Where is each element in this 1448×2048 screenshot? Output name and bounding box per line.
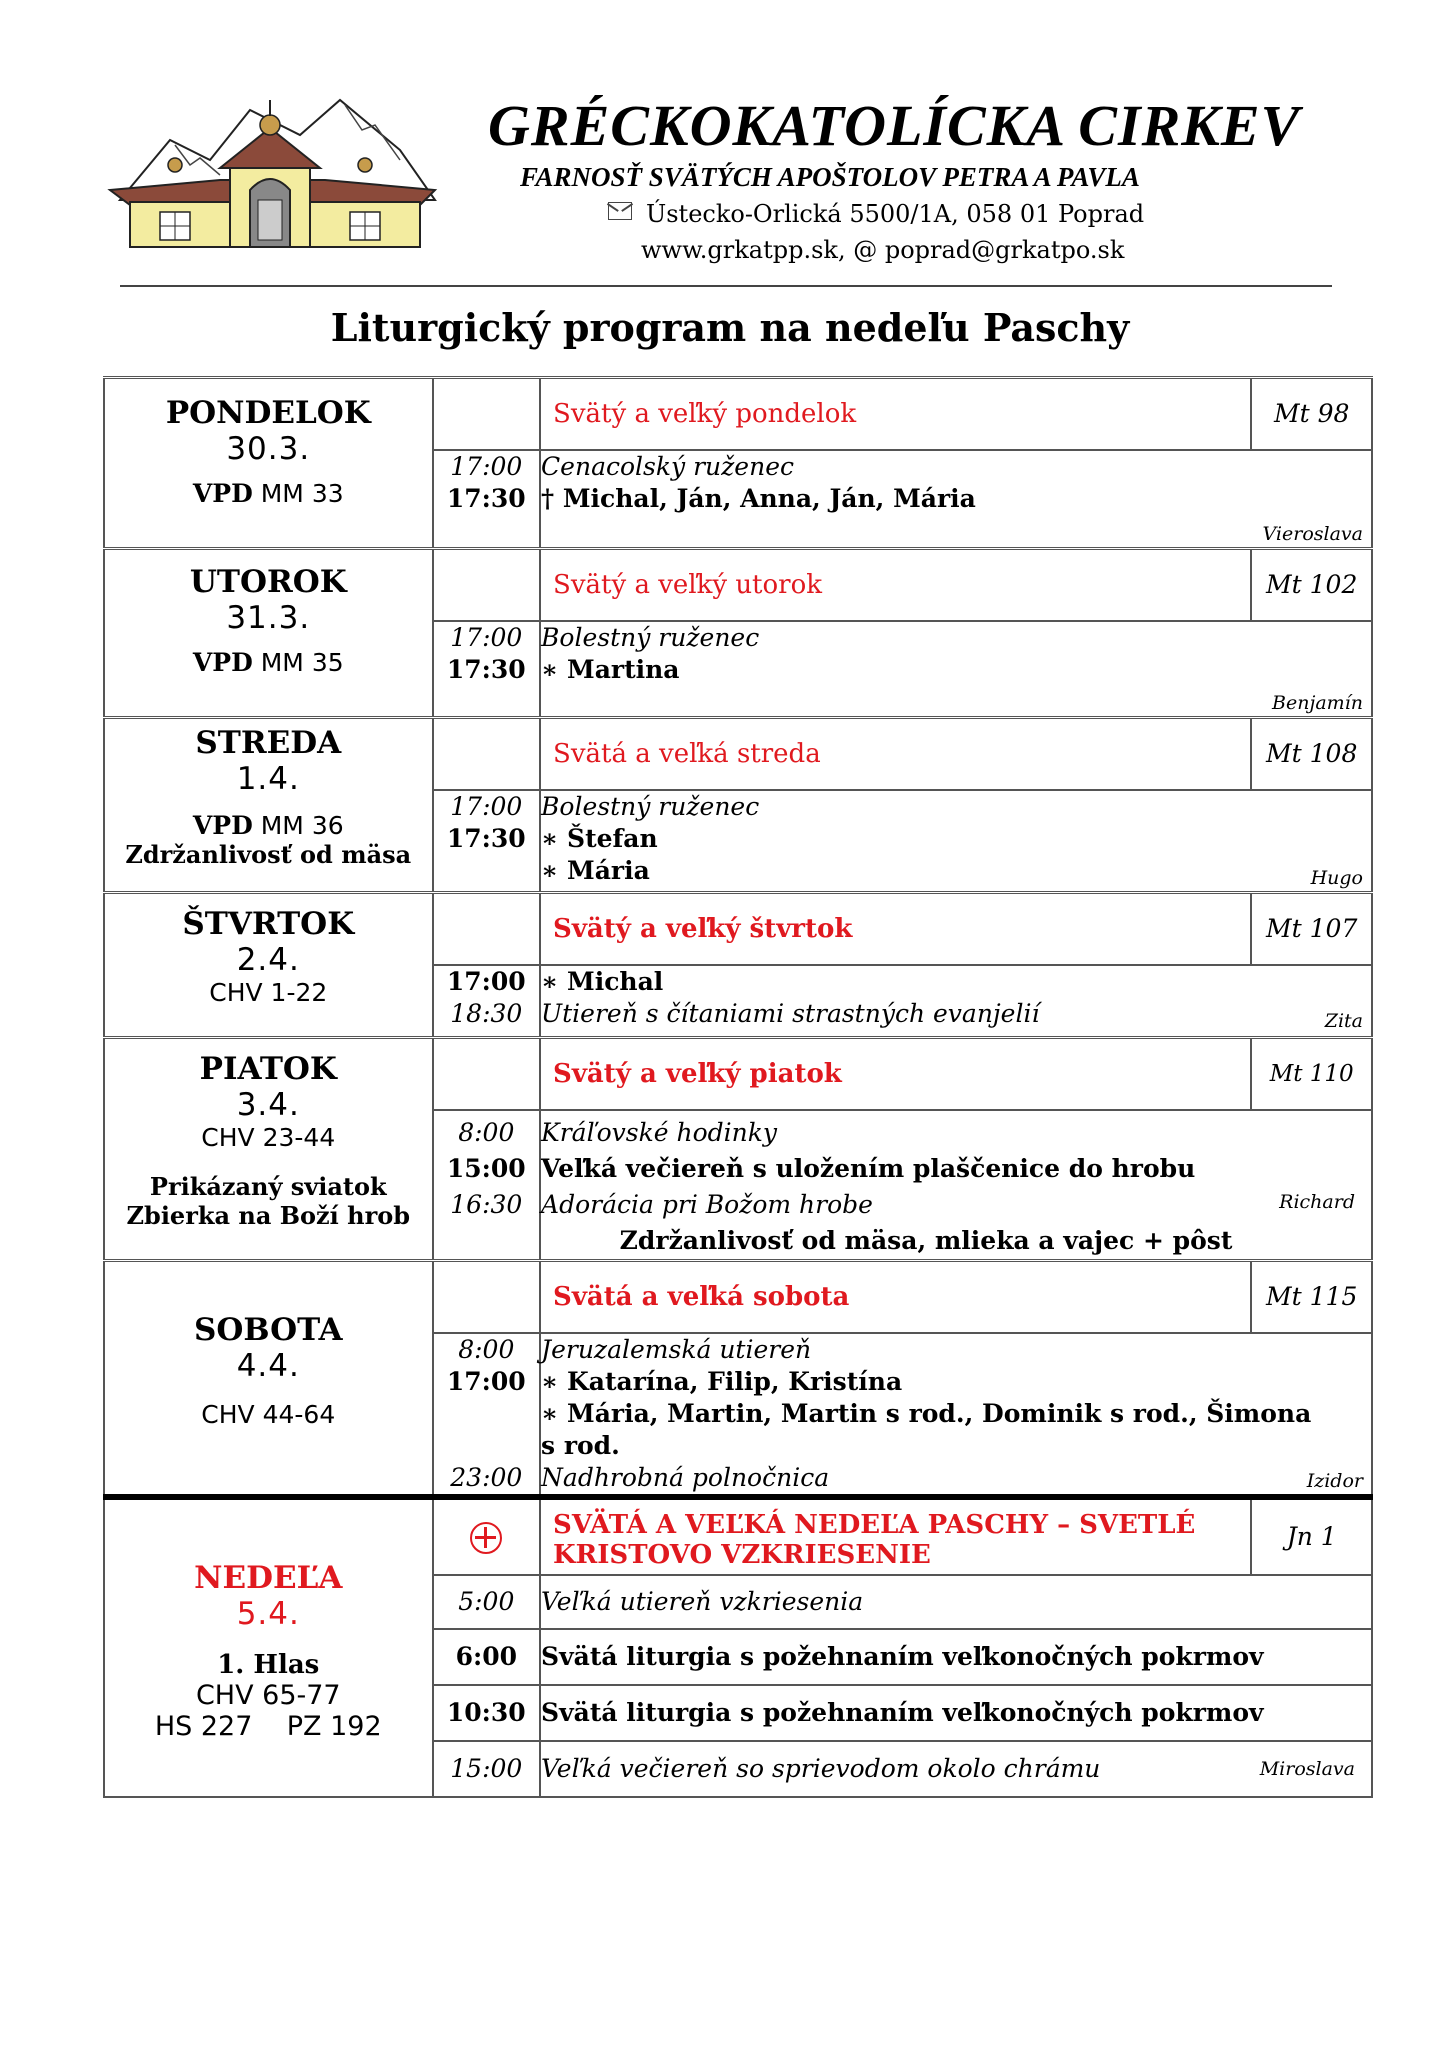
day-reading [105, 479, 432, 508]
day-row-friday [104, 1038, 1372, 1111]
reading-ref: CHV 44-64 [201, 1400, 336, 1429]
feast-title: Svätá a veľká streda [553, 739, 821, 769]
gospel-ref: Mt 108 [1266, 739, 1358, 768]
feast-cell [540, 1497, 1251, 1575]
church-name: GRÉCKOKATOLÍCKA CIRKEV [488, 93, 1301, 158]
address [608, 200, 1144, 228]
day-row-tuesday [104, 549, 1372, 622]
time-list [433, 965, 541, 1038]
day-row-wednesday [104, 718, 1372, 791]
feast-title: Svätý a veľký štvrtok [553, 914, 853, 944]
time: 23:00 [450, 1463, 523, 1492]
service: ∗ Štefan [541, 824, 658, 853]
day-row-thursday [104, 893, 1372, 966]
day-row-easter-sunday [104, 1497, 1372, 1575]
service: Cenacolský ruženec [541, 452, 794, 481]
day-date: 2.4. [236, 942, 300, 978]
time: 17:00 [450, 792, 523, 821]
service: ∗ Mária [541, 856, 650, 885]
time: 17:30 [446, 824, 526, 853]
letterhead [0, 0, 1448, 350]
service: Svätá liturgia s požehnaním veľkonočných pokrmov [541, 1698, 1264, 1727]
service: Veľká večiereň s uložením plaščenice do hrobu [541, 1154, 1196, 1183]
day-cell [104, 1261, 433, 1498]
feast-title [541, 1500, 1250, 1574]
time: 17:00 [450, 623, 523, 652]
time: 17:30 [446, 484, 526, 513]
envelope-icon [608, 202, 632, 220]
time: 17:00 [446, 967, 526, 996]
gospel-ref: Mt 115 [1266, 1282, 1358, 1311]
pz-ref: PZ 192 [286, 1711, 382, 1742]
spacer [434, 1398, 540, 1462]
time: 18:30 [450, 999, 523, 1028]
day-cell [104, 893, 433, 1038]
service: Veľká utiereň vzkriesenia [541, 1587, 864, 1616]
service-list [540, 1110, 1372, 1261]
service: † Michal, Ján, Anna, Ján, Mária [541, 484, 976, 513]
day-name: PIATOK [199, 1051, 337, 1087]
time-empty [433, 378, 541, 451]
service-list [540, 965, 1372, 1038]
vpd-label: VPD [192, 648, 253, 677]
vpd-label: VPD [192, 811, 253, 840]
feast-title: Svätý a veľký utorok [553, 570, 822, 600]
service-list [540, 790, 1372, 893]
header-divider [120, 285, 1332, 287]
time: 17:00 [446, 1367, 526, 1396]
service: Bolestný ruženec [541, 792, 760, 821]
cross-cell [433, 1497, 541, 1575]
service: Bolestný ruženec [541, 623, 760, 652]
service-cell [540, 1575, 1372, 1629]
web-contact: www.grkatpp.sk, @ poprad@grkatpo.sk [641, 236, 1125, 264]
day-reading [105, 811, 432, 840]
day-cell [104, 718, 433, 893]
service: Nadhrobná polnočnica [541, 1463, 830, 1492]
day-cell [104, 378, 433, 549]
schedule-table [103, 376, 1373, 1798]
feast-line: KRISTOVO VZKRIESENIE [553, 1540, 931, 1570]
vpd-label: VPD [192, 479, 253, 508]
day-row-monday [104, 378, 1372, 451]
page-title: Liturgický program na nedeľu Paschy [330, 305, 1130, 350]
service-list [540, 1333, 1372, 1497]
time-list [433, 1110, 541, 1261]
service: Jeruzalemská utiereň [541, 1335, 812, 1364]
nameday: Zita [1324, 1010, 1363, 1032]
day-date: 3.4. [236, 1087, 300, 1123]
gospel-ref: Jn 1 [1286, 1522, 1337, 1551]
time-list [433, 621, 541, 718]
time: 6:00 [455, 1642, 517, 1671]
time-empty [433, 1261, 541, 1334]
time: 8:00 [458, 1118, 515, 1147]
time: 16:30 [450, 1190, 523, 1219]
service-cell [540, 1741, 1372, 1797]
time-empty [433, 549, 541, 622]
service: Kráľovské hodinky [541, 1118, 778, 1147]
day-row-saturday [104, 1261, 1372, 1334]
day-name: SOBOTA [193, 1312, 343, 1348]
service: ∗ Katarína, Filip, Kristína [541, 1367, 903, 1396]
service: Veľká večiereň so sprievodom okolo chrámu [541, 1754, 1101, 1783]
time: 17:30 [446, 655, 526, 684]
reading-ref: MM 33 [260, 479, 344, 508]
day-date: 30.3. [226, 431, 311, 467]
gospel-ref: Mt 110 [1269, 1061, 1354, 1087]
day-date: 4.4. [236, 1348, 300, 1384]
service: ∗ Martina [541, 655, 680, 684]
reading-ref: CHV 65-77 [195, 1680, 341, 1711]
time-empty [433, 718, 541, 791]
time: 5:00 [458, 1587, 515, 1616]
time-list [433, 790, 541, 893]
feast-line: SVÄTÁ A VEĽKÁ NEDEĽA PASCHY – SVETLÉ [553, 1510, 1196, 1540]
nameday: Richard [1279, 1191, 1355, 1213]
time-cell [433, 1629, 541, 1685]
service-cell [540, 1685, 1372, 1741]
holy-day-note: Prikázaný sviatok [149, 1172, 387, 1201]
feast-title: Svätá a veľká sobota [553, 1282, 850, 1312]
nameday: Hugo [1310, 867, 1363, 889]
time-cell [433, 1685, 541, 1741]
time: 15:00 [446, 1154, 526, 1183]
feast-title: Svätý a veľký pondelok [553, 399, 857, 429]
collection-note: Zbierka na Boží hrob [126, 1201, 411, 1230]
day-cell [104, 1497, 433, 1797]
time: 10:30 [446, 1698, 526, 1727]
gospel-ref: Mt 102 [1266, 570, 1358, 599]
service-cell [540, 1629, 1372, 1685]
cross-circle-icon [470, 1522, 502, 1554]
nameday: Vieroslava [1262, 523, 1363, 545]
hs-ref: HS 227 [154, 1711, 253, 1742]
day-date: 1.4. [236, 761, 300, 797]
service-continued: s rod. [541, 1431, 620, 1460]
nameday: Izidor [1306, 1470, 1363, 1492]
parish-name: FARNOSŤ SVÄTÝCH APOŠTOLOV PETRA A PAVLA [520, 162, 1140, 192]
fasting-note: Zdržanlivosť od mäsa [125, 840, 412, 869]
feast-title: Svätý a veľký piatok [553, 1059, 842, 1089]
day-name: UTOROK [189, 564, 347, 600]
time: 8:00 [458, 1335, 515, 1364]
reading-ref: CHV 1-22 [209, 978, 328, 1007]
time-cell [433, 1575, 541, 1629]
voice-label: 1. Hlas [217, 1650, 320, 1680]
day-cell [104, 1038, 433, 1261]
time: 17:00 [450, 452, 523, 481]
service: ∗ Mária, Martin, Martin s rod., Dominik s rod., Šimona [541, 1399, 1312, 1428]
time-list [433, 450, 541, 549]
day-name: STREDA [195, 725, 342, 761]
day-date: 31.3. [226, 600, 311, 636]
reading-ref: MM 35 [260, 648, 344, 677]
day-cell [104, 549, 433, 718]
time-empty [433, 1038, 541, 1111]
time-list [433, 1333, 541, 1497]
time-empty [433, 893, 541, 966]
day-name: PONDELOK [165, 395, 371, 431]
day-name: ŠTVRTOK [182, 906, 355, 942]
nameday: Benjamín [1272, 692, 1363, 714]
gospel-ref: Mt 107 [1266, 914, 1358, 943]
service-list [540, 450, 1372, 549]
service-list [540, 621, 1372, 718]
address-text: Ústecko-Orlická 5500/1A, 058 01 Poprad [646, 200, 1145, 228]
service: Svätá liturgia s požehnaním veľkonočných pokrmov [541, 1642, 1264, 1671]
time-cell [433, 1741, 541, 1797]
day-date: 5.4. [236, 1596, 300, 1632]
reading-ref: MM 36 [260, 811, 344, 840]
hymn-refs [105, 1711, 432, 1742]
reading-ref: CHV 23-44 [201, 1123, 336, 1152]
nameday: Miroslava [1259, 1758, 1355, 1780]
service: Adorácia pri Božom hrobe [541, 1190, 873, 1219]
church-logo [100, 80, 445, 250]
gospel-ref: Mt 98 [1274, 399, 1350, 428]
day-reading [105, 648, 432, 677]
fasting-note: Zdržanlivosť od mäsa, mlieka a vajec + pôst [619, 1226, 1233, 1255]
service: ∗ Michal [541, 967, 664, 996]
time: 15:00 [450, 1754, 523, 1783]
day-name: NEDEĽA [194, 1560, 343, 1596]
service: Utiereň s čítaniami strastných evanjelií [541, 999, 1040, 1028]
